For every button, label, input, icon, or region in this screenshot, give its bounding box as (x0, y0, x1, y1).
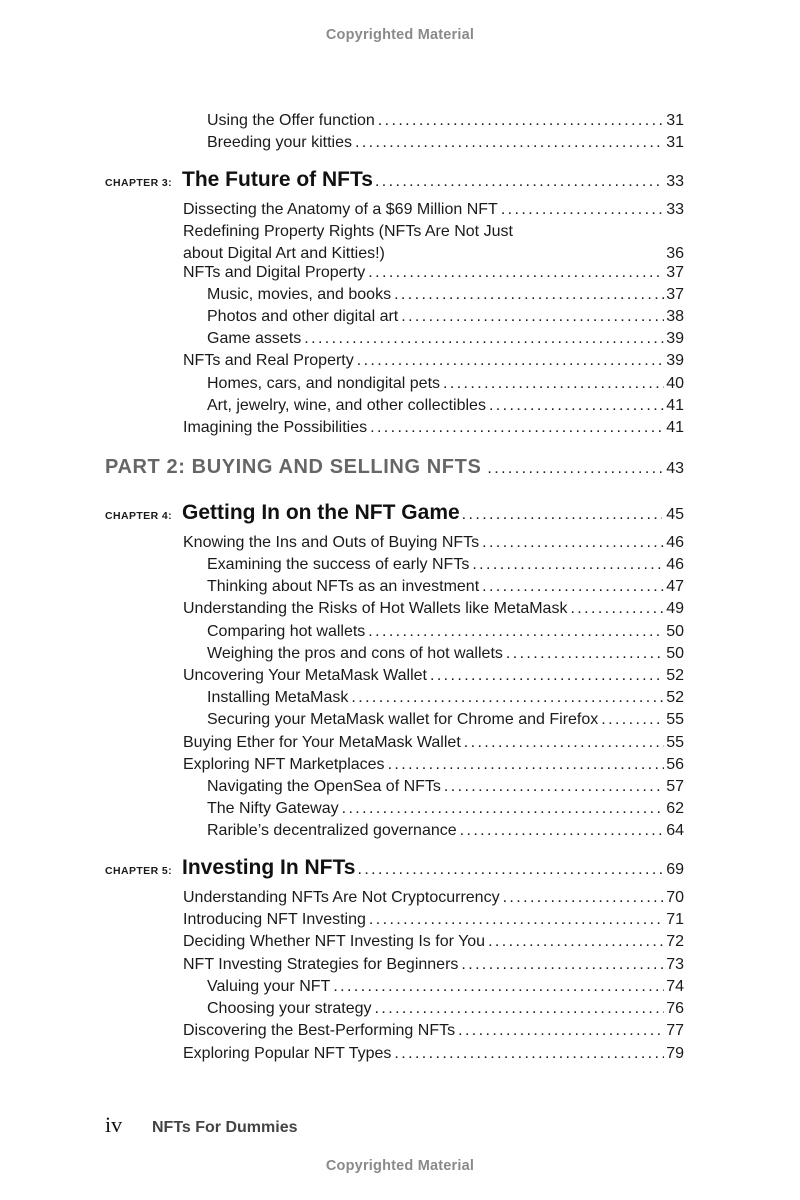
toc-entry[interactable]: Understanding NFTs Are Not Cryptocurrency ..... 70 (183, 887, 684, 909)
toc-entry[interactable]: Imagining the Possibilities ..... 41 (183, 417, 684, 439)
toc-entry[interactable]: Music, movies, and books ..... 37 (207, 284, 684, 306)
toc-entry[interactable]: Comparing hot wallets ..... 50 (207, 621, 684, 643)
toc-entry[interactable]: Exploring NFT Marketplaces ..... 56 (183, 754, 684, 776)
toc-entry[interactable]: The Nifty Gateway ..... 62 (207, 798, 684, 820)
toc-entry[interactable]: Choosing your strategy ..... 76 (207, 998, 684, 1020)
toc-entry[interactable]: Examining the success of early NFTs ..... 46 (207, 554, 684, 576)
toc-entry[interactable]: Photos and other digital art ..... 38 (207, 306, 684, 328)
toc-entry[interactable]: Introducing NFT Investing ..... 71 (183, 909, 684, 931)
part-2-heading[interactable] (105, 456, 684, 486)
toc-entry[interactable]: Rarible’s decentralized governance ..... 64 (207, 820, 684, 842)
toc-entry[interactable]: Valuing your NFT ..... 74 (207, 976, 684, 998)
chapter-label: CHAPTER 3: (105, 177, 173, 189)
toc-entry[interactable]: NFT Investing Strategies for Beginners ..... 73 (183, 954, 684, 976)
toc-entry[interactable]: Securing your MetaMask wallet for Chrome and Firefox ..... 55 (207, 709, 684, 731)
toc-entry[interactable]: Using the Offer function ..... 31 (207, 110, 684, 132)
running-title: NFTs For Dummies (152, 1119, 298, 1136)
chapter-title: Investing In NFTs (182, 856, 356, 879)
toc-entry[interactable]: Uncovering Your MetaMask Wallet ..... 52 (183, 665, 684, 687)
chapter-label: CHAPTER 4: (105, 510, 173, 522)
toc-entry[interactable]: Thinking about NFTs as an investment ..... 47 (207, 576, 684, 598)
toc-entry[interactable]: Buying Ether for Your MetaMask Wallet ..... 55 (183, 732, 684, 754)
toc-entry[interactable]: Breeding your kitties ..... 31 (207, 132, 684, 154)
toc-entry[interactable]: Installing MetaMask ..... 52 (207, 687, 684, 709)
toc-entry[interactable]: Art, jewelry, wine, and other collectibles ..... 41 (207, 395, 684, 417)
toc-entry[interactable]: Game assets ..... 39 (207, 328, 684, 350)
chapter-title: The Future of NFTs (182, 168, 373, 191)
watermark-top: Copyrighted Material (325, 27, 475, 43)
toc-entry[interactable]: Homes, cars, and nondigital pets ..... 40 (207, 373, 684, 395)
chapter-page: 45 (666, 506, 684, 523)
toc-entry[interactable]: NFTs and Digital Property ..... 37 (183, 262, 684, 284)
part-page: 43 (666, 460, 684, 477)
chapter-4-heading[interactable] (105, 501, 684, 531)
page-footer (105, 1112, 298, 1138)
toc-entry[interactable]: Weighing the pros and cons of hot wallets ..... 50 (207, 643, 684, 665)
part-title: PART 2: BUYING AND SELLING NFTS (105, 456, 482, 478)
toc-entry[interactable]: Exploring Popular NFT Types ..... 79 (183, 1043, 684, 1065)
chapter-page: 33 (666, 173, 684, 190)
toc-entry[interactable]: Dissecting the Anatomy of a $69 Million NFT ..... 33 (183, 199, 684, 221)
toc-entry[interactable]: Understanding the Risks of Hot Wallets like MetaMask ..... 49 (183, 598, 684, 620)
toc-entry[interactable]: Discovering the Best-Performing NFTs ..... 77 (183, 1020, 684, 1042)
toc-entry[interactable]: Knowing the Ins and Outs of Buying NFTs ..... 46 (183, 532, 684, 554)
chapter-label: CHAPTER 5: (105, 865, 173, 877)
chapter-5-heading[interactable] (105, 856, 684, 886)
toc-entry[interactable]: Navigating the OpenSea of NFTs ..... 57 (207, 776, 684, 798)
toc-entry[interactable]: Redefining Property Rights (NFTs Are Not Just about Digital Art and Kitties!) 36 (183, 223, 684, 262)
chapter-3-heading[interactable] (105, 168, 684, 198)
chapter-title: Getting In on the NFT Game (182, 501, 460, 524)
page-number: iv (105, 1112, 123, 1137)
watermark-bottom: Copyrighted Material (325, 1158, 475, 1174)
toc-entry[interactable]: NFTs and Real Property ..... 39 (183, 350, 684, 372)
chapter-page: 69 (666, 861, 684, 878)
toc-entry[interactable]: Deciding Whether NFT Investing Is for You ..... 72 (183, 931, 684, 953)
